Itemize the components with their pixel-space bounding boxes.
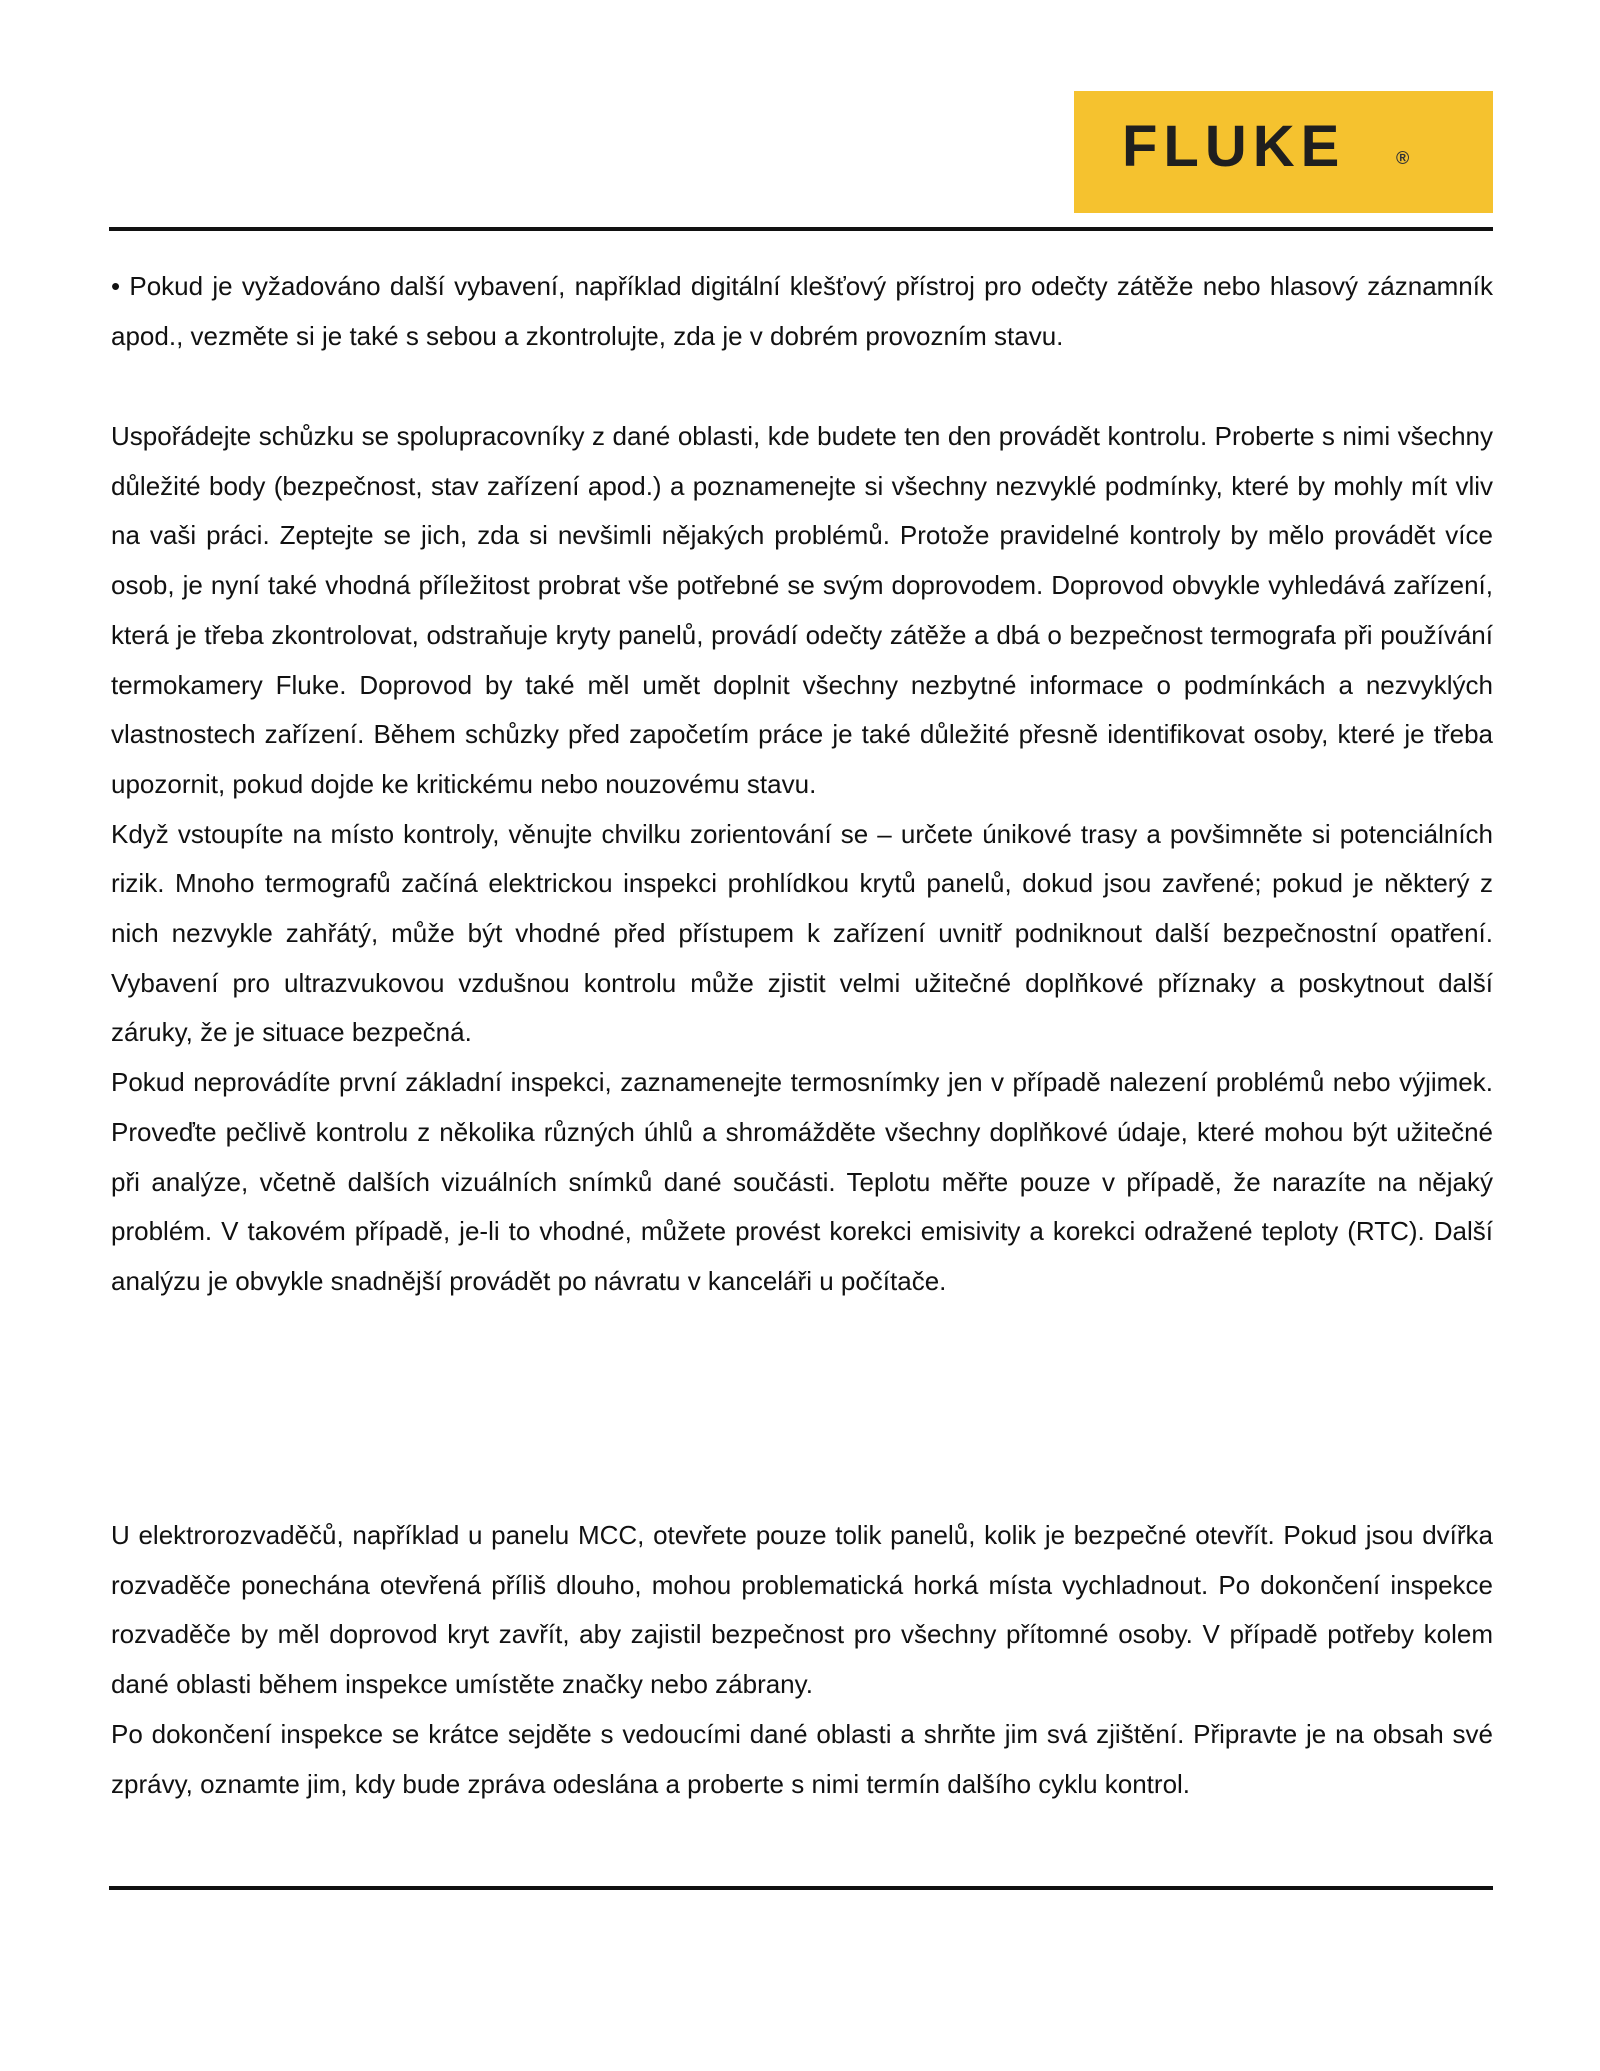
paragraph-debrief: Po dokončení inspekce se krátce sejděte s vedoucími dané oblasti a shrňte jim svá zjištění. Připravte je na obsah své zprávy, oznamte jim, kdy bude zpráva odeslána a proberte s nimi termín dalšího cyklu kontrol.	[111, 1718, 1493, 1799]
footer-divider	[109, 1886, 1493, 1890]
paragraph-site-entry: Když vstoupíte na místo kontroly, věnujte chvilku zorientování se – určete únikové trasy a povšimněte si potenciálních rizik. Mnoho termografů začíná elektrickou inspekci prohlídkou krytů panelů, dokud jsou zavřené; pokud je některý z nich nezvykle zahřátý, může být vhodné před přístupem k zařízení uvnitř podniknout další bezpečnostní opatření. Vybavení pro ultrazvukovou vzdušnou kontrolu může zjistit velmi užitečné doplňkové příznaky a poskytnout další záruky, že je situace bezpečná.	[111, 818, 1493, 1048]
bullet-paragraph: • Pokud je vyžadováno další vybavení, například digitální klešťový přístroj pro odečty zátěže nebo hlasový záznamník apod., vezměte si je také s sebou a zkontrolujte, zda je v dobrém provozním stavu.	[111, 271, 1493, 351]
logo-wordmark: FLUKE	[1122, 114, 1346, 179]
paragraph-inspection: Pokud neprovádíte první základní inspekci, zaznamenejte termosnímky jen v případě nalezení problémů nebo výjimek. Proveďte pečlivě kontrolu z několika různých úhlů a shromážděte všechny doplňkové údaje, které mohou být užitečné při analýze, včetně dalších vizuálních snímků dané součásti. Teplotu měřte pouze v případě, že narazíte na nějaký problém. V takovém případě, je-li to vhodné, můžete provést korekci emisivity a korekci odražené teploty (RTC). Další analýzu je obvykle snadnější provádět po návratu v kanceláři u počítače.	[111, 1067, 1493, 1296]
bullet-section	[111, 262, 1493, 361]
fluke-logo	[1074, 91, 1493, 213]
paragraph-switchboards: U elektrorozvaděčů, například u panelu MCC, otevřete pouze tolik panelů, kolik je bezpečné otevřít. Pokud jsou dvířka rozvaděče ponechána otevřená příliš dlouho, mohou problematická horká místa vychladnout. Po dokončení inspekce rozvaděče by měl doprovod kryt zavřít, aby zajistil bezpečnost pro všechny přítomné osoby. V případě potřeby kolem dané oblasti během inspekce umístěte značky nebo zábrany.	[111, 1520, 1493, 1700]
registered-mark: ®	[1396, 148, 1410, 168]
header-divider	[109, 227, 1493, 231]
main-section	[111, 412, 1493, 1307]
paragraph-meeting: Uspořádejte schůzku se spolupracovníky z dané oblasti, kde budete ten den provádět kontrolu. Proberte s nimi všechny důležité body (bezpečnost, stav zařízení apod.) a poznamenejte si všechny nezvyklé podmínky, které by mohly mít vliv na vaši práci. Zeptejte se jich, zda si nevšimli nějakých problémů. Protože pravidelné kontroly by mělo provádět více osob, je nyní také vhodná příležitost probrat vše potřebné se svým doprovodem. Doprovod obvykle vyhledává zařízení, která je třeba zkontrolovat, odstraňuje kryty panelů, provádí odečty zátěže a dbá o bezpečnost termografa při používání termokamery Fluke. Doprovod by také měl umět doplnit všechny nezbytné informace o podmínkách a nezvyklých vlastnostech zařízení. Během schůzky před započetím práce je také důležité přesně identifikovat osoby, které je třeba upozornit, pokud dojde ke kritickému nebo nouzovému stavu.	[111, 421, 1493, 799]
closing-section	[111, 1511, 1493, 1809]
